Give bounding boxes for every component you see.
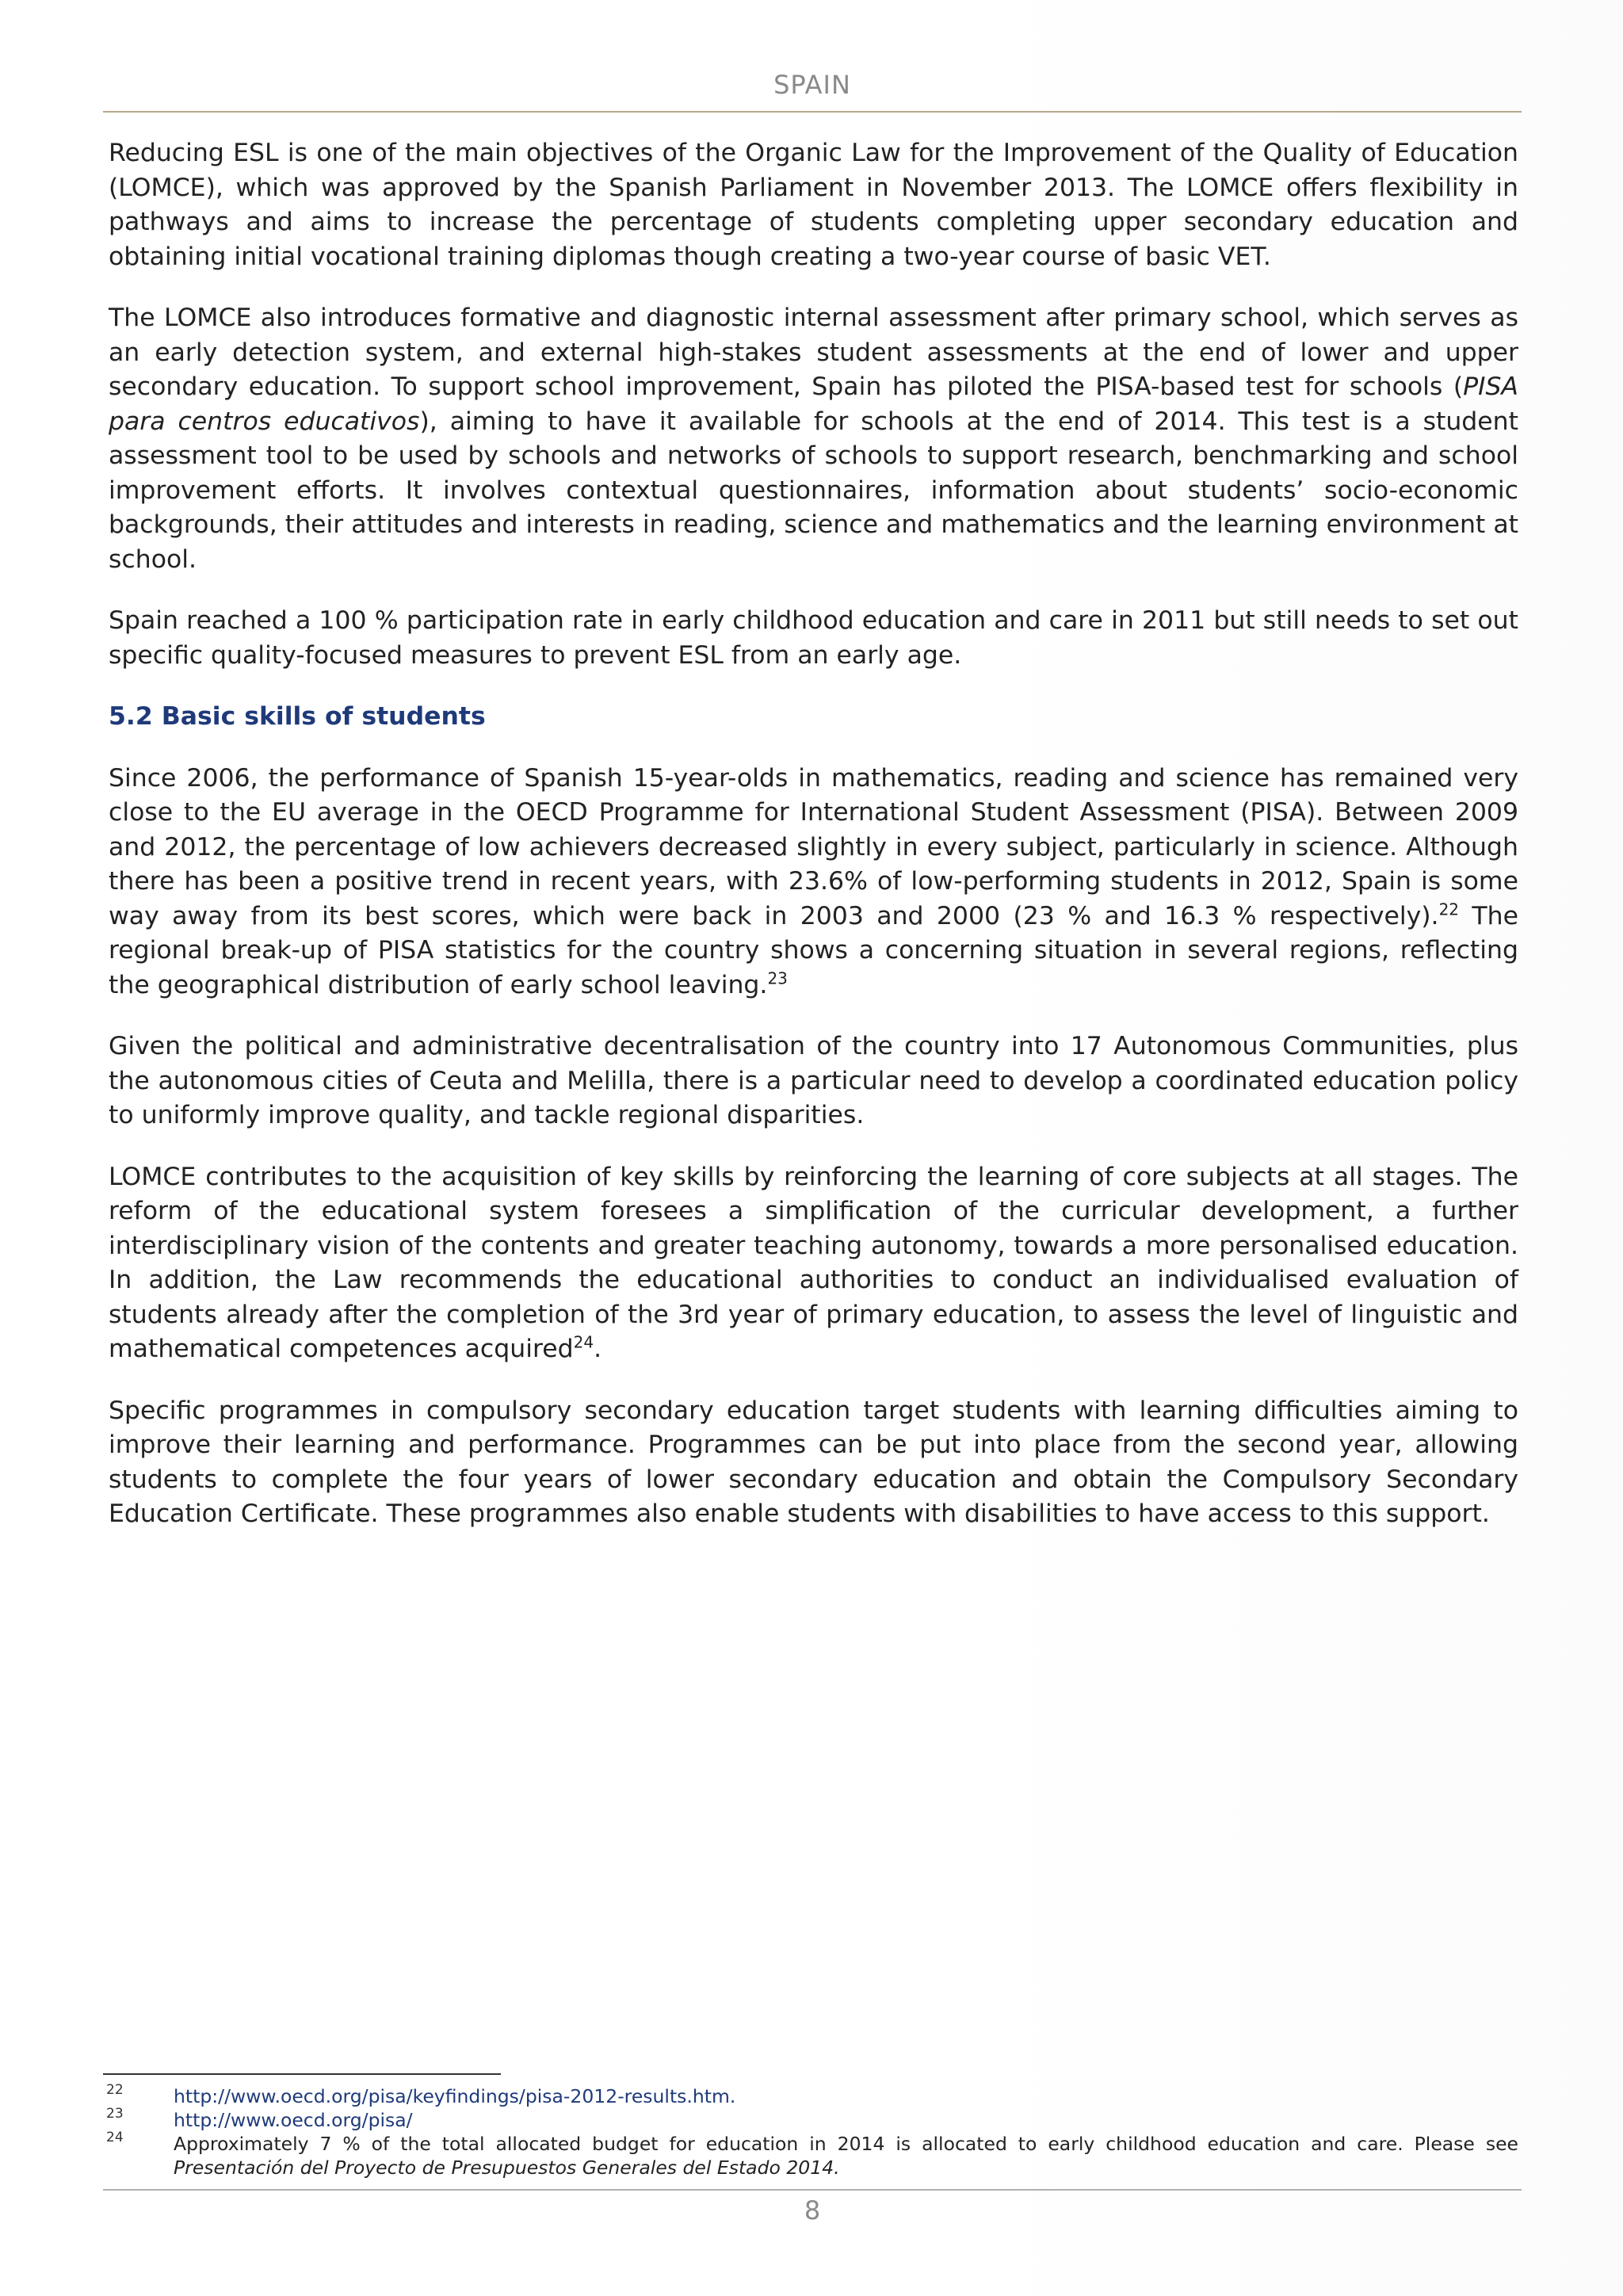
footnote-23 (106, 2108, 1518, 2132)
footnote-ref-23[interactable]: 23 (767, 968, 788, 988)
paragraph-assessment (109, 301, 1518, 577)
paragraph-pisa-performance (109, 762, 1518, 1003)
paragraph-text: ), aiming to have it available for schools at the end of 2014. This test is a student assessment tool to be used by schools and networks of schools to support research, benchmarking and school improvement efforts. It involves contextual questionnaires, information about students’ socio-economic backgrounds, their attitudes and interests in reading, science and mathematics and the learning environment at school. (109, 407, 1518, 574)
footnote-ref-22[interactable]: 22 (1438, 900, 1460, 919)
footnote-ref-24[interactable]: 24 (573, 1332, 594, 1352)
paragraph-key-skills (109, 1160, 1518, 1367)
footnote-divider (103, 2073, 501, 2075)
italic-term: PISA para centros educativos (109, 372, 1518, 436)
footnote-number: 24 (106, 2130, 124, 2145)
paragraph-programmes: Specific programmes in compulsory secondary education target students with learning difficulties aiming to improve their learning and performance. Programmes can be put into place from the second year, allowing students to complete the four years of lower secondary education and obtain the Compulsory Secondary Education Certificate. These programmes also enable students with disabilities to have access to this support. (109, 1396, 1518, 1528)
footnote-24 (106, 2132, 1518, 2179)
footnote-text: Approximately 7 % of the total allocated budget for education in 2014 is allocated to early childhood education and care. Please see (174, 2133, 1518, 2155)
main-content (109, 136, 1518, 1559)
footer-divider (103, 2189, 1522, 2191)
paragraph-lomce-intro: Reducing ESL is one of the main objectives of the Organic Law for the Improvement of the Quality of Education (LOMCE), which was approved by the Spanish Parliament in November 2013. The LOMCE offers flexibility in pathways and aims to increase the percentage of students completing upper secondary education and obtaining initial vocational training diplomas though creating a two-year course of basic VET. (109, 139, 1518, 271)
paragraph-text: Since 2006, the performance of Spanish 15-year-olds in mathematics, reading and science has remained very close to the EU average in the OECD Programme for International Student Assessment (PISA). Between 2009 and 2012, the percentage of low achievers decreased slightly in every subject, particularly in science. Although there has been a positive trend in recent years, with 23.6% of low-performing students in 2012, Spain is some way away from its best scores, which were back in 2003 and 2000 (23 % and 16.3 % respectively). (109, 763, 1518, 930)
paragraph-text: The LOMCE also introduces formative and diagnostic internal assessment after primary school, which serves as an early detection system, and external high-stakes student assessments at the end of lower and upper secondary education. To support school improvement, Spain has piloted the PISA-based test for schools ( (109, 304, 1518, 401)
footnote-link[interactable]: http://www.oecd.org/pisa/keyfindings/pisa-2012-results.htm. (174, 2085, 736, 2107)
page-number: 8 (804, 2195, 821, 2225)
paragraph-text: . (594, 1335, 602, 1363)
footnote-22 (106, 2084, 1518, 2108)
paragraph-decentralisation: Given the political and administrative decentralisation of the country into 17 Autonomous Communities, plus the autonomous cities of Ceuta and Melilla, there is a particular need to develop a coordinated education policy to uniformly improve quality, and tackle regional disparities. (109, 1032, 1518, 1129)
paragraph-participation: Spain reached a 100 % participation rate in early childhood education and care in 2011 but still needs to set out specific quality-focused measures to prevent ESL from an early age. (109, 606, 1518, 670)
footnote-number: 23 (106, 2106, 124, 2122)
paragraph-text: LOMCE contributes to the acquisition of key skills by reinforcing the learning of core subjects at all stages. The reform of the educational system foresees a simplification of the curricular development, a further interdisciplinary vision of the contents and greater teaching autonomy, towards a more personalised education. In addition, the Law recommends the educational authorities to conduct an individualised evaluation of students already after the completion of the 3rd year of primary education, to assess the level of linguistic and mathematical competences acquired (109, 1162, 1518, 1363)
footnotes (106, 2084, 1518, 2179)
footnote-citation: Presentación del Proyecto de Presupuestos Generales del Estado 2014. (174, 2157, 840, 2179)
footnote-number: 22 (106, 2082, 124, 2098)
footnote-link[interactable]: http://www.oecd.org/pisa/ (174, 2109, 413, 2131)
header-divider (103, 111, 1522, 113)
running-header: SPAIN (773, 70, 851, 100)
paragraph-text: The regional break-up of PISA statistics for the country shows a concerning situation in several regions, reflecting the geographical distribution of early school leaving. (109, 901, 1518, 999)
section-heading: 5.2 Basic skills of students (109, 702, 486, 731)
